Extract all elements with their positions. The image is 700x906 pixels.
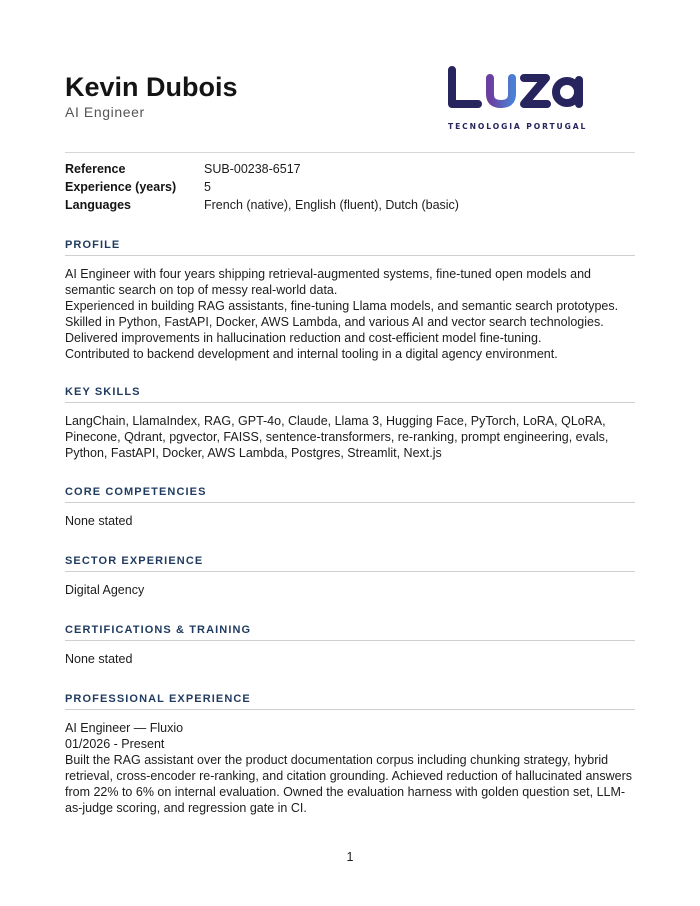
languages-value: French (native), English (fluent), Dutch (basic) [204,198,459,212]
info-label: Reference [65,162,126,176]
section-title-certifications: CERTIFICATIONS & TRAINING [65,624,252,636]
section-divider [65,402,635,403]
sector-experience-text: Digital Agency [65,583,145,597]
key-skills-text: LangChain, LlamaIndex, RAG, GPT-4o, Claude, Llama 3, Hugging Face, PyTorch, LoRA, QLoRA, Pinecone, Qdrant, pgvector, FAISS, sentence-transformers, re-ranking, prompt engineering, evals, Python, FastAPI, Docker, AWS Lambda, Postgres, Streamlit, Next.js [65,414,609,460]
section-title-sector-experience: SECTOR EXPERIENCE [65,555,204,567]
section-divider [65,640,635,641]
candidate-role: AI Engineer [65,104,145,120]
page-number: 1 [346,850,354,864]
profile-line: Experienced in building RAG assistants, fine-tuning Llama models, and semantic search prototypes. [65,299,619,313]
profile-line: Contributed to backend development and internal tooling in a digital agency environment. [65,347,558,361]
job-dates: 01/2026 - Present [65,737,165,751]
profile-text [65,266,637,362]
section-divider [65,709,635,710]
info-label: Experience (years) [65,180,177,194]
job-title: AI Engineer — Fluxio [65,721,184,735]
profile-line: AI Engineer with four years shipping retrieval-augmented systems, fine-tuned open models and semantic search on top of messy real-world data. [65,267,591,297]
candidate-name: Kevin Dubois [65,72,238,102]
section-title-profile: PROFILE [65,239,121,251]
job-entry [65,720,637,816]
luza-wordmark-logo [448,64,588,114]
experience-value: 5 [204,180,211,194]
section-title-professional-experience: PROFESSIONAL EXPERIENCE [65,693,251,705]
header-divider [65,152,635,153]
section-divider [65,571,635,572]
section-title-key-skills: KEY SKILLS [65,386,141,398]
company-logo [448,64,588,136]
info-label: Languages [65,198,131,212]
profile-line: Skilled in Python, FastAPI, Docker, AWS Lambda, and various AI and vector search technologies. [65,315,604,329]
section-divider [65,255,635,256]
logo-tagline: TECNOLOGIA PORTUGAL [448,122,588,131]
profile-line: Delivered improvements in hallucination reduction and cost-efficient model fine-tuning. [65,331,542,345]
section-divider [65,502,635,503]
core-competencies-text: None stated [65,514,133,528]
reference-value: SUB-00238-6517 [204,162,301,176]
section-title-core-competencies: CORE COMPETENCIES [65,486,207,498]
certifications-text: None stated [65,652,133,666]
job-description: Built the RAG assistant over the product documentation corpus including chunking strategy, hybrid retrieval, cross-encoder re-ranking, and citation grounding. Achieved reduction of hallucinated answers from 22% to 6% on internal evaluation. Owned the evaluation harness with golden question set, LLM-as-judge scoring, and regression gate in CI. [65,753,632,815]
